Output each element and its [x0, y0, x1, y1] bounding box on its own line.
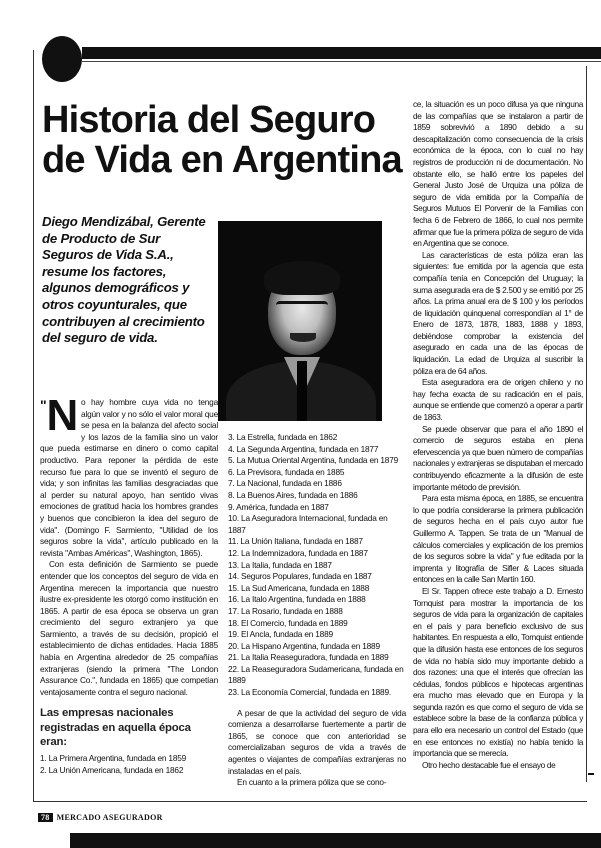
body-paragraph: Esta aseguradora era de origen chileno y no hay fecha exacta de su radicación en el país, aunque se entiende que comenzó a operar a partir de 1863.	[413, 377, 583, 423]
company-list-item: 12. La Indemnizadora, fundada en 1887	[228, 547, 368, 558]
column-right	[413, 99, 583, 771]
company-list-item: 9. América, fundada en 1887	[228, 501, 329, 512]
company-list-item: 17. La Rosario, fundada en 1888	[228, 605, 343, 616]
company-list-item: 13. La Italia, fundada en 1887	[228, 559, 332, 570]
publication-name: MERCADO ASEGURADOR	[56, 813, 163, 822]
body-paragraph: Se puede observar que para el año 1890 el comercio de seguros estaba en plena efervescencia ya que buen número de compañías nacionales y extranjeras se disputaban el mercado contribuyendo eficazmente a la difusión de este importante método de previsión.	[413, 423, 583, 492]
company-list-item: 1. La Primera Argentina, fundada en 1859	[40, 752, 187, 763]
company-list-item: 2. La Unión Americana, fundada en 1862	[40, 764, 184, 775]
company-list-item: 15. La Sud Americana, fundada en 1888	[228, 582, 370, 593]
body-paragraph: Otro hecho destacable fue el ensayo de	[422, 759, 556, 770]
article-title: Historia del Seguro de Vida en Argentina	[42, 99, 402, 181]
page-footer	[38, 813, 163, 822]
company-list-item: 18. El Comercio, fundada en 1889	[228, 617, 348, 628]
company-list-item: 3. La Estrella, fundada en 1862	[228, 432, 338, 442]
company-list-item: 11. La Unión Italiana, fundada en 1887	[228, 536, 363, 547]
body-paragraph: Para esta misma época, en 1885, se encuentra lo que podría considerarse la primera publicación de seguros hecha en el país cuyo autor fue Guillermo A. Tappen. Se trata de un "Manual de cálculos comerciales y explicación de los premios de los seguros sobre la vida" y fue editada por la imprenta y litografía de Sifler & Laces situada entonces en la calle San Martín 160.	[413, 493, 583, 585]
author-photo	[218, 221, 382, 421]
page-number: 78	[38, 813, 53, 822]
drop-cap: "N	[40, 391, 79, 440]
article-subtitle: Diego Mendizábal, Gerente de Producto de Sur Seguros de Vida S.A., resume los factores, algunos demográficos y otros coyunturales, que contribuyen al crecimiento del seguro de vida.	[42, 214, 206, 346]
left-border-rule	[33, 50, 34, 802]
column-middle	[228, 432, 406, 789]
body-paragraph: Las características de esta póliza eran las siguientes: fue emitida por la agencia que esta compañía tenía en Concepción del Uruguay; la suma asegurada era de $ 2.500 y se emitió por 25 años. La prima anual era de $ 100 y los períodos de liquidación quinquenal correspondían al 1° de Enero de 1873, 1878, 1883, 1888 y 1893, debiéndose comprobar la existencia del asegurado en cada una de las épocas de liquidación. La edad de Urquiza al suscribir la póliza era de 64 años.	[413, 249, 583, 376]
company-list-item: 19. El Ancla, fundada en 1889	[228, 629, 333, 640]
company-list-item: 6. La Previsora, fundada en 1885	[228, 466, 345, 477]
company-list-item: 4. La Segunda Argentina, fundada en 1877	[228, 443, 379, 454]
body-paragraph: ce, la situación es un poco difusa ya que ninguna de las compañías que se instalaron a partir de 1859 sobrevivió a 1890 debido a su descapitalización como consecuencia de la crisis económica de la época, con lo cual no hay registros de producción ni de documentación. No obstante ello, se halló entre los papeles del General Justo José de Urquiza una póliza de seguro de vida emitida por la Compañía de Seguros Mutuos El Porvenir de la Familias con fecha 6 de Febrero de 1866, lo cual nos permite afirmar que fue la primera póliza de seguro de vida en Argentina que se conoce.	[413, 99, 583, 249]
company-list-item: 16. La Italo Argentina, fundada en 1888	[228, 594, 366, 605]
company-list-item: 22. La Reaseguradora Sudamericana, fundada en 1889	[228, 663, 404, 686]
intro-paragraph: "N o hay hombre cuya vida no tenga algún valor y no sólo el valor moral que se pesa en la balanza del afecto social y los lazos de la familia sino un valor que pueda estimarse en dinero o como capital productivo. Para reponer la pérdida de este recurso fue para lo que se inventó el seguro de vida; y son infinitas las familias desgraciadas que al perder su natural apoyo, han sentido vivas emociones de gratitud hacia los hombres grandes y buenos que concibieron la idea del seguro de vida". (Domingo F. Sarmiento, "Utilidad de los seguros sobre la vida", artículo publicado en la revista "Ambas Américas", Washington, 1865).	[40, 391, 218, 558]
right-border-rule	[586, 66, 587, 782]
section-marker-circle	[42, 36, 82, 82]
list-heading: Las empresas nacionales registradas en aquella época eran:	[40, 707, 191, 749]
header-rule	[82, 61, 601, 62]
body-paragraph: A pesar de que la actividad del seguro de vida comienza a desarrollarse fuertemente a partir de 1865, se conoce que con anterioridad se comercializaban seguros de vida a través de agentes o viajantes de compañías extranjeras no instaladas en el país.	[228, 707, 406, 776]
bottom-border-rule	[33, 801, 587, 802]
column-left	[40, 391, 218, 776]
company-list-item: 5. La Mutua Oriental Argentina, fundada en 1879	[228, 455, 399, 466]
header-bar	[82, 47, 601, 59]
company-list-item: 8. La Buenos Aires, fundada en 1886	[228, 489, 358, 500]
company-list-item: 23. La Economía Comercial, fundada en 1889.	[228, 687, 391, 698]
company-list-item: 14. Seguros Populares, fundada en 1887	[228, 571, 372, 582]
company-list-item: 20. La Hispano Argentina, fundada en 1889	[228, 640, 380, 651]
body-paragraph: El Sr. Tappen ofrece este trabajo a D. Ernesto Tornquist para mostrar la importancia de los seguros de vida para la organización de capitales en el país y para beneficio exclusivo de sus habitantes. En respuesta a ello, Tornquist entiende que la difusión hasta ese entonces de los seguros de vida no había sido muy importante debido a dos razones: una que el interés que ofrecían las cédulas, fondos públicos e hipotecas argentinas era mucho mas elevado que en Europa y la segunda razón es que como el seguro de vida se establece sobre la base de la confianza pública y para ello era necesario un control del Estado (que en ese entonces no existía) no había tenido la importancia que se merecía.	[413, 585, 583, 759]
continuation-mark	[588, 773, 594, 775]
company-list-item: 10. La Aseguradora Internacional, fundada en 1887	[228, 513, 388, 535]
footer-bar	[70, 833, 601, 848]
body-paragraph: En cuanto a la primera póliza que se cono-	[237, 777, 387, 788]
body-paragraph: Con esta definición de Sarmiento se puede entender que los conceptos del seguro de vida en Argentina merecen la importancia que nuestro ilustre ex-presidente les otorgó como institución en 1865. A partir de esa época se observa un gran crecimiento del seguro extranjero ya que Sarmiento, a través de su decisión, propició el establecimiento de dichas entidades. Hacia 1885 había en Argentina alrededor de 25 compañías extranjeras (siendo la primera "The London Assurance Co.", fundada en 1865) que competían ventajosamente contra el seguro nacional.	[40, 559, 218, 697]
company-list-item: 21. La Italia Reaseguradora, fundada en 1889	[228, 652, 389, 663]
company-list-item: 7. La Nacional, fundada en 1886	[228, 478, 342, 489]
